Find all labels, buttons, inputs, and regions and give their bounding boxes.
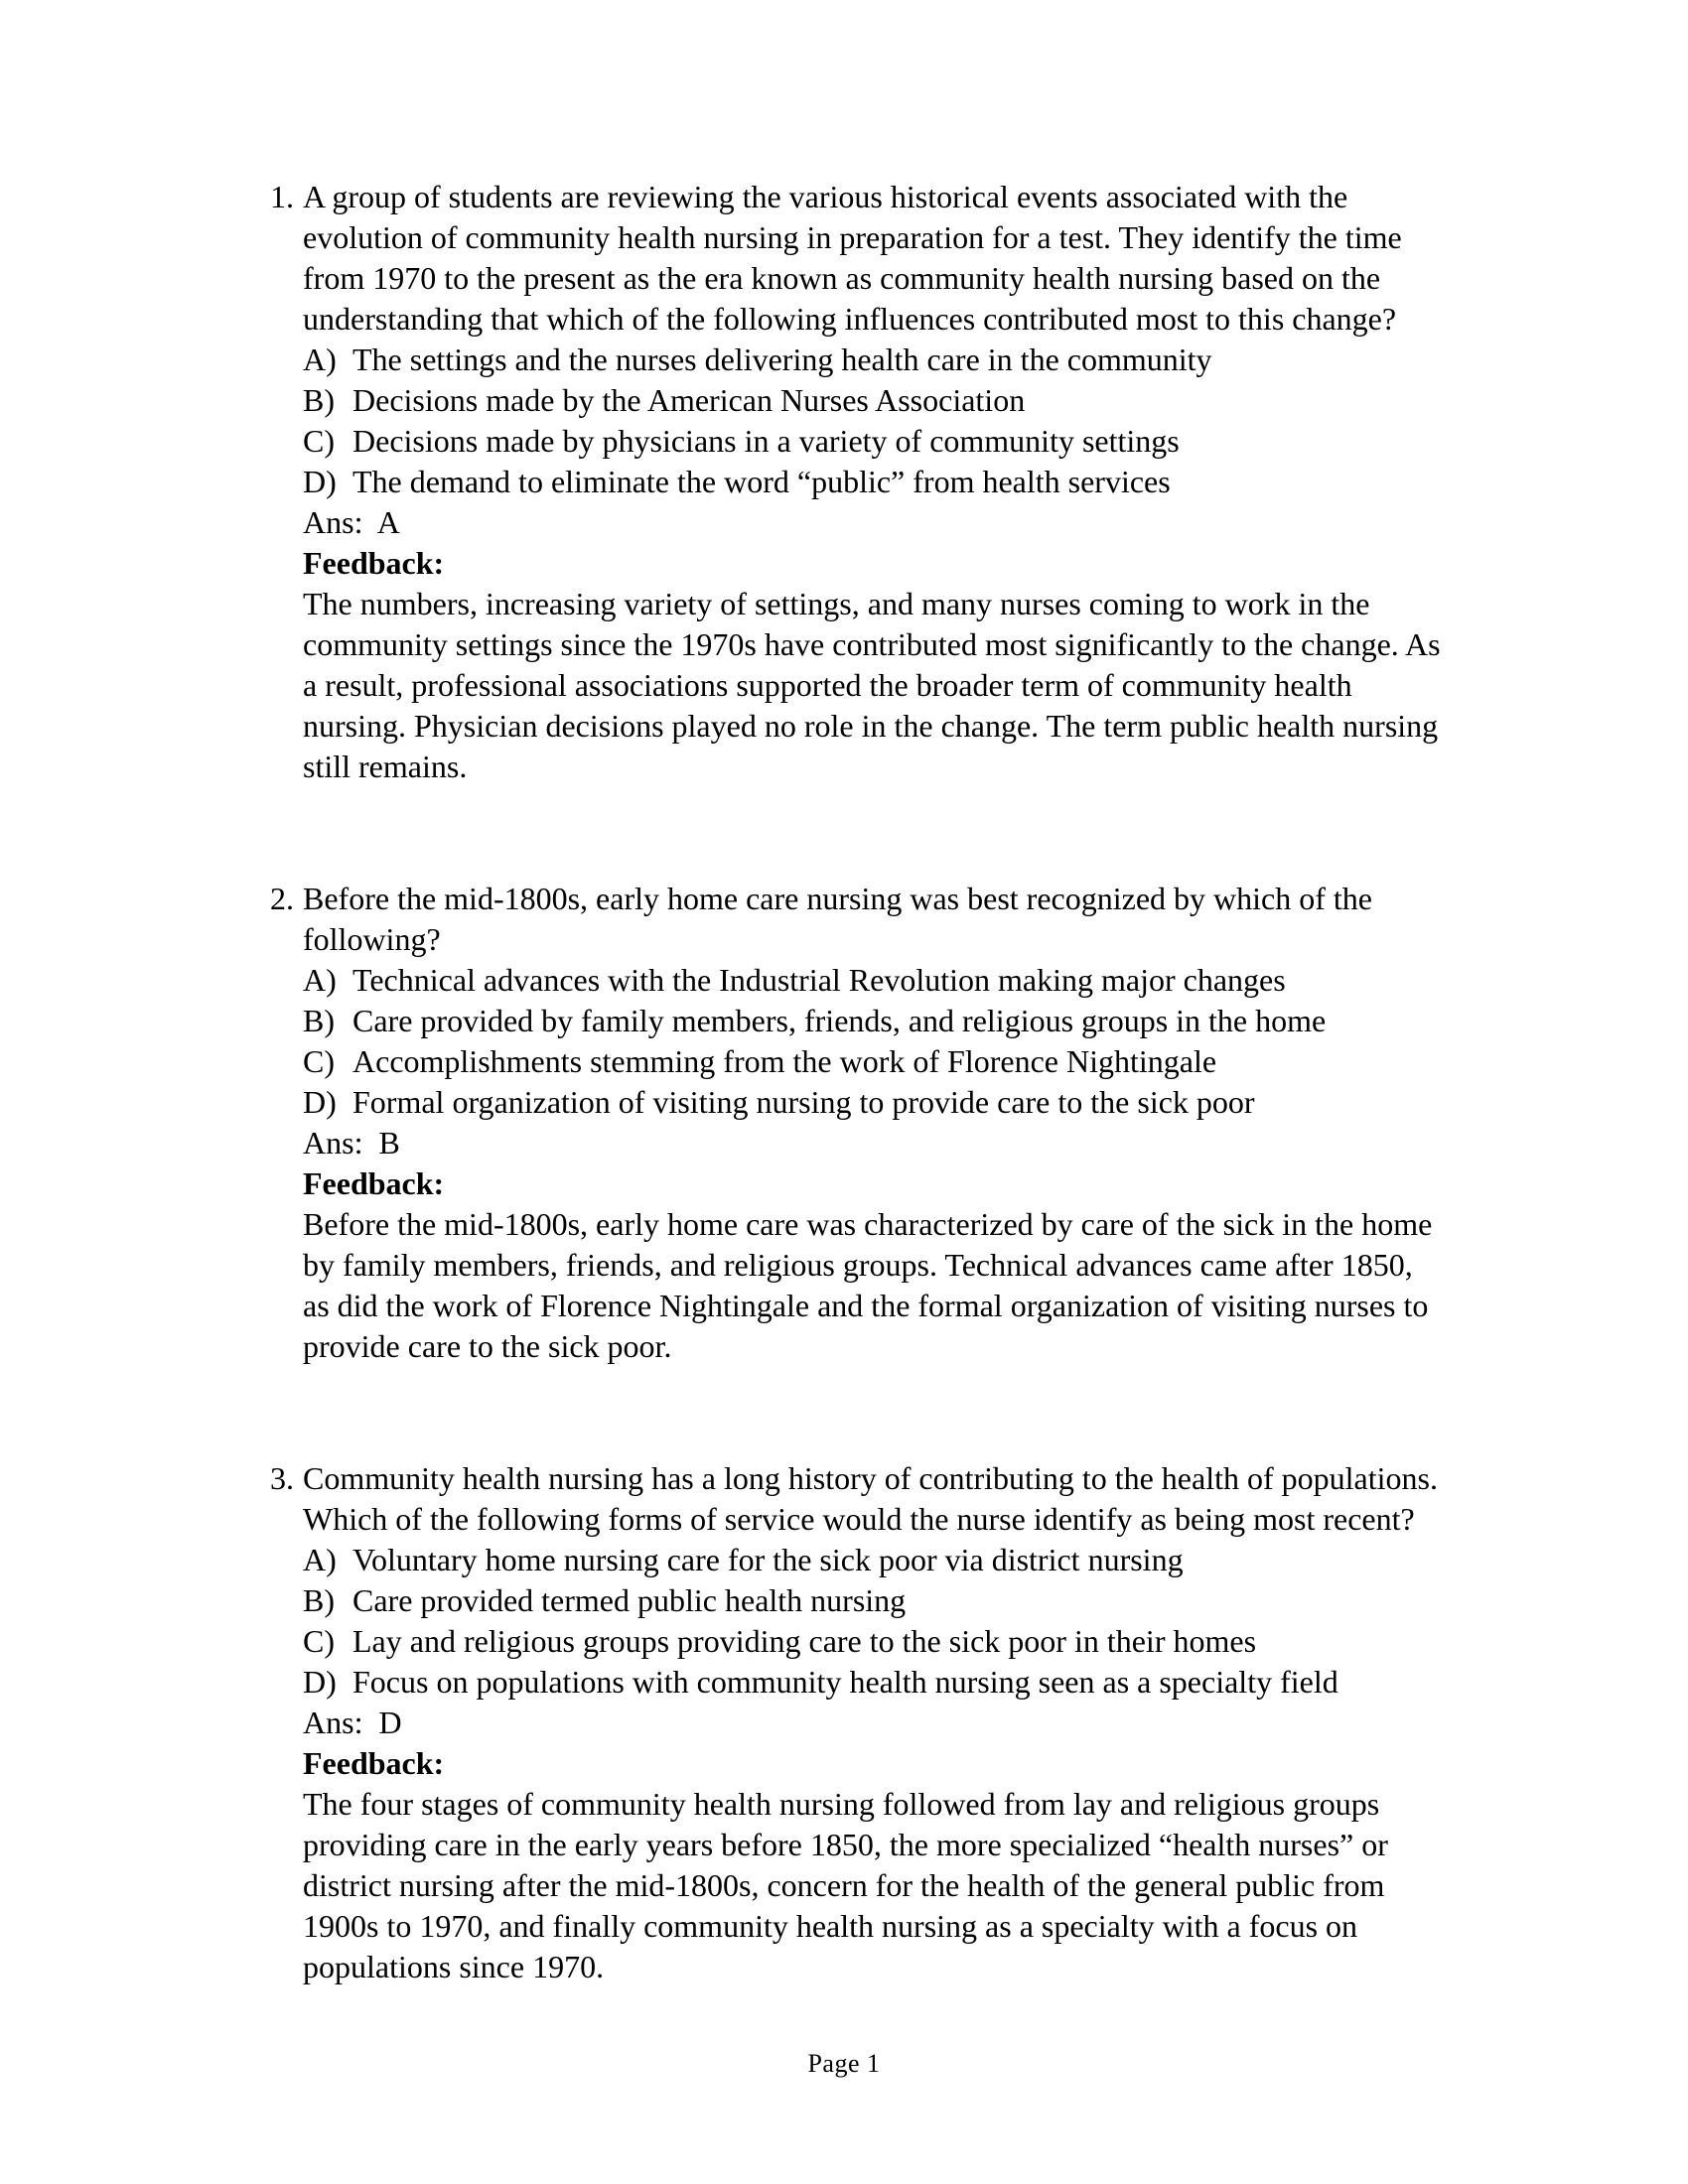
option-label: B) — [303, 1003, 335, 1038]
option-list — [256, 960, 1448, 1123]
option-text: The settings and the nurses delivering health care in the community — [352, 341, 1212, 377]
option-item[interactable] — [303, 1621, 1448, 1662]
option-item[interactable] — [303, 1082, 1448, 1123]
question-stem — [256, 177, 1448, 340]
option-label: A) — [303, 962, 337, 998]
question-number: 3. — [270, 1460, 294, 1496]
option-item[interactable] — [303, 462, 1448, 502]
feedback-label: Feedback: — [303, 1745, 445, 1781]
option-item[interactable] — [303, 1001, 1448, 1041]
option-text: Lay and religious groups providing care to the sick poor in their homes — [352, 1623, 1257, 1659]
option-item[interactable] — [303, 960, 1448, 1001]
question-stem — [256, 1458, 1448, 1540]
question-list — [256, 177, 1448, 1987]
question-stem-text: A group of students are reviewing the various historical events associated with the evolution of community health nursing in preparation for a test. They identify the time from 1970 to the present as the era known as community health nursing based on the understanding that which of the following influences contributed most to this change? — [303, 179, 1402, 337]
question-stem-text: Before the mid-1800s, early home care nursing was best recognized by which of the following? — [303, 881, 1372, 957]
option-text: Care provided by family members, friends, and religious groups in the home — [352, 1003, 1327, 1038]
feedback-text: Before the mid-1800s, early home care was characterized by care of the sick in the home by family members, friends, and religious groups. Technical advances came after 1850, as did the work of Florence Nightingale and the formal organization of visiting nurses to provide care to the sick poor. — [303, 1206, 1433, 1364]
option-text: Decisions made by physicians in a variety of community settings — [352, 423, 1180, 459]
option-item[interactable] — [303, 340, 1448, 380]
option-label: C) — [303, 1623, 335, 1659]
option-label: A) — [303, 341, 337, 377]
option-item[interactable] — [303, 380, 1448, 421]
option-label: C) — [303, 423, 335, 459]
option-label: D) — [303, 464, 337, 499]
option-text: Care provided termed public health nursing — [352, 1582, 907, 1618]
question-item — [256, 879, 1448, 1367]
feedback-text: The four stages of community health nursing followed from lay and religious groups providing care in the early years before 1850, the more specialized “health nurses” or district nursing after the mid-1800s, concern for the health of the general public from 1900s to 1970, and finally community health nursing as a specialty with a focus on populations since 1970. — [303, 1786, 1388, 1984]
answer-line: Ans: B — [303, 1125, 400, 1160]
option-list — [256, 340, 1448, 502]
question-number: 2. — [270, 881, 294, 916]
option-label: D) — [303, 1664, 337, 1700]
option-list — [256, 1540, 1448, 1703]
question-item — [256, 177, 1448, 787]
option-text: Technical advances with the Industrial Revolution making major changes — [352, 962, 1286, 998]
page-footer: Page 1 — [807, 2049, 881, 2078]
answer-line: Ans: A — [303, 504, 400, 540]
option-item[interactable] — [303, 1662, 1448, 1703]
answer-line: Ans: D — [303, 1705, 402, 1740]
option-item[interactable] — [303, 1041, 1448, 1082]
option-text: Voluntary home nursing care for the sick poor via district nursing — [352, 1542, 1184, 1577]
feedback-label: Feedback: — [303, 545, 445, 581]
feedback-text: The numbers, increasing variety of settings, and many nurses coming to work in the community settings since the 1970s have contributed most significantly to the change. As a result, professional associations supported the broader term of community health nursing. Physician decisions played no role in the change. The term public health nursing still remains. — [303, 586, 1441, 784]
option-item[interactable] — [303, 421, 1448, 462]
option-label: C) — [303, 1043, 335, 1079]
feedback-label: Feedback: — [303, 1165, 445, 1201]
question-item — [256, 1458, 1448, 1987]
option-text: Accomplishments stemming from the work of Florence Nightingale — [352, 1043, 1217, 1079]
option-label: A) — [303, 1542, 337, 1577]
option-label: B) — [303, 382, 335, 418]
question-stem — [256, 879, 1448, 960]
option-label: D) — [303, 1084, 337, 1120]
option-text: Decisions made by the American Nurses Association — [352, 382, 1026, 418]
option-label: B) — [303, 1582, 335, 1618]
option-item[interactable] — [303, 1580, 1448, 1621]
option-text: Focus on populations with community health nursing seen as a specialty field — [352, 1664, 1338, 1700]
question-number: 1. — [270, 179, 294, 214]
question-stem-text: Community health nursing has a long history of contributing to the health of populations. Which of the following forms of service would the nurse identify as being most recent? — [303, 1460, 1438, 1537]
option-text: Formal organization of visiting nursing to provide care to the sick poor — [352, 1084, 1255, 1120]
option-item[interactable] — [303, 1540, 1448, 1580]
option-text: The demand to eliminate the word “public” from health services — [352, 464, 1171, 499]
